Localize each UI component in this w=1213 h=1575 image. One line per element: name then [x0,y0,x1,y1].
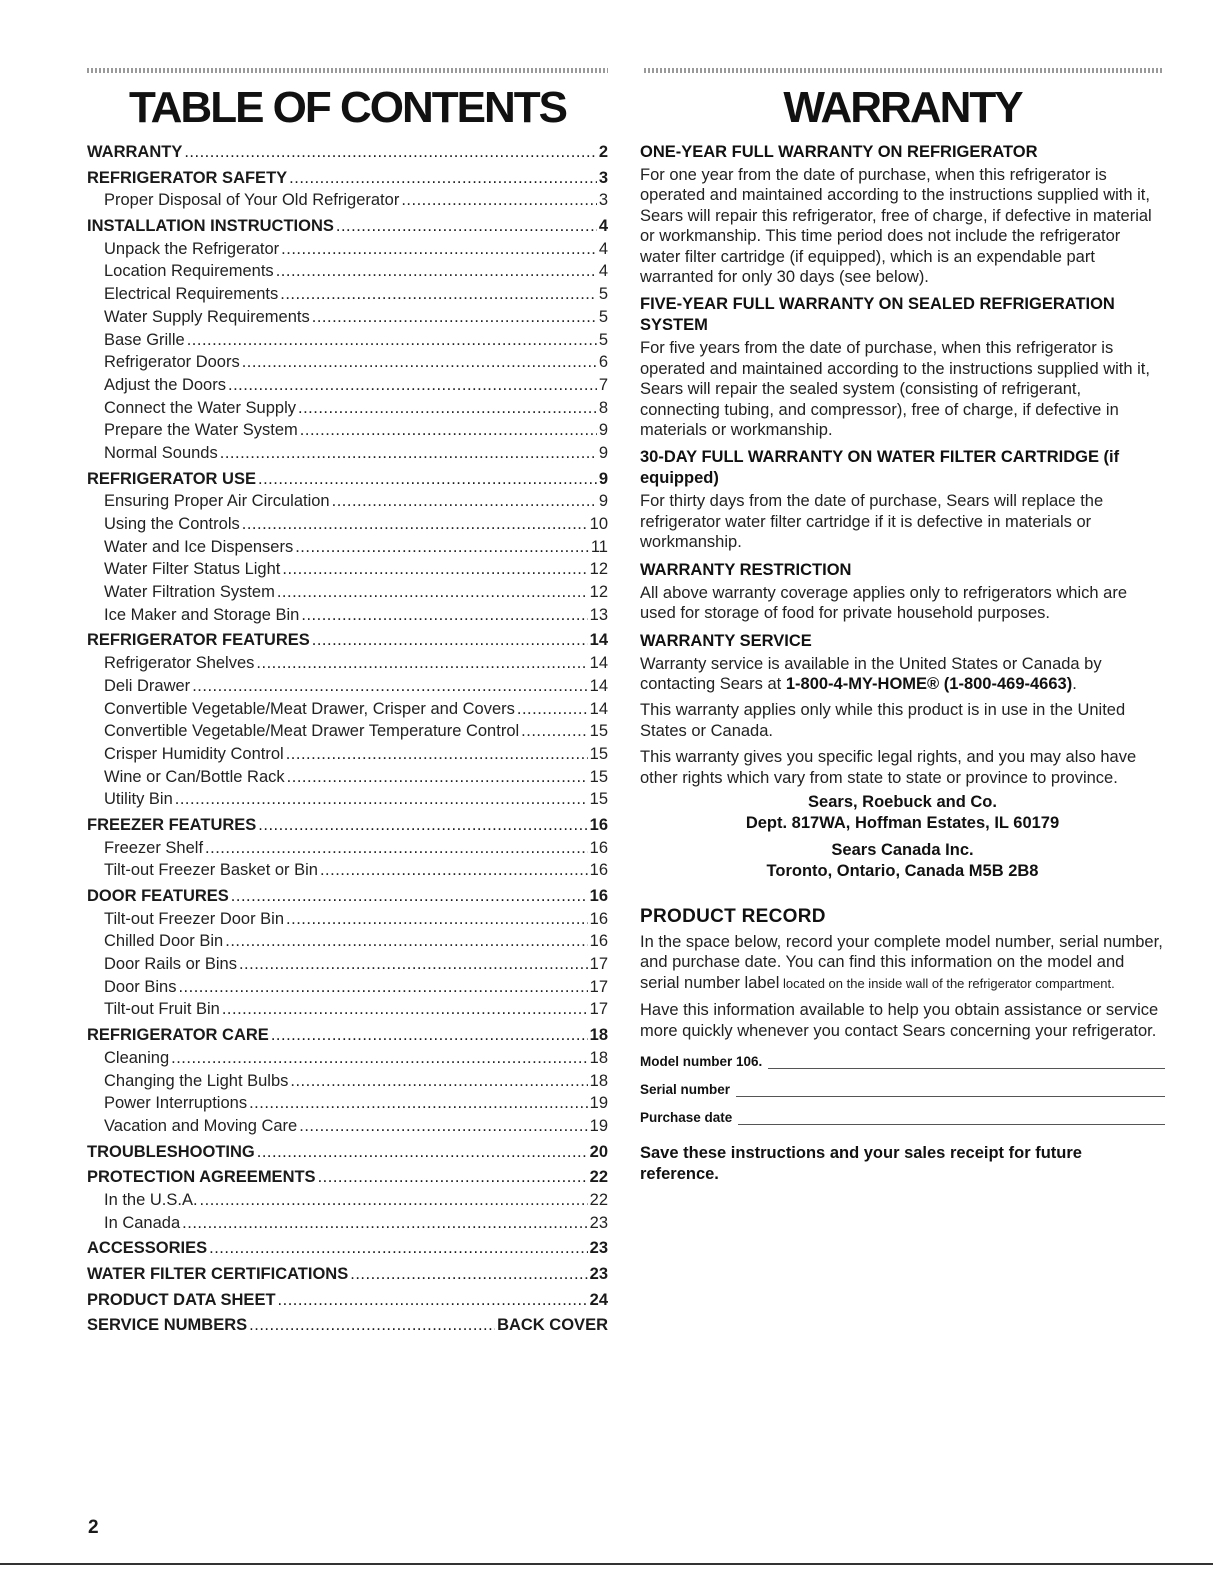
toc-dot-leader [171,1047,588,1070]
toc-section-entry[interactable] [87,1166,608,1189]
toc-dot-leader [282,558,587,581]
toc-entry-page: 16 [589,861,608,880]
toc-entry-label: Door Rails or Bins [104,955,237,974]
toc-dot-leader [178,976,587,999]
toc-entry-label: Water and Ice Dispensers [104,537,294,556]
toc-subentry[interactable] [87,743,608,766]
save-instructions-note: Save these instructions and your sales receipt for future reference. [640,1143,1082,1183]
toc-entry-page: 5 [598,330,608,349]
toc-dot-leader [295,536,589,559]
toc-dot-leader [187,329,597,352]
top-dotted-rule-left [87,68,608,73]
toc-entry-page: 4 [598,217,608,236]
toc-entry-label: Unpack the Refrigerator [104,239,280,258]
toc-entry-page: 14 [589,654,608,673]
toc-dot-leader [175,788,588,811]
toc-dot-leader [312,629,588,652]
toc-subentry[interactable] [87,442,608,465]
toc-entry-label: Tilt-out Fruit Bin [104,1000,220,1019]
toc-entry-label: REFRIGERATOR SAFETY [87,168,288,187]
toc-dot-leader [301,604,587,627]
toc-entry-page: 10 [589,515,608,533]
toc-entry-label: Proper Disposal of Your Old Refrigerator [104,191,400,210]
toc-entry-label: Deli Drawer [104,676,191,695]
toc-subentry[interactable] [87,976,608,999]
toc-dot-leader [299,1115,587,1138]
toc-entry-label: Water Filtration System [104,583,275,602]
toc-subentry[interactable] [87,698,608,721]
toc-entry-page: 11 [590,537,608,556]
toc-entry-page: 24 [589,1290,608,1309]
toc-entry-label: Tilt-out Freezer Basket or Bin [104,861,318,880]
toc-section-entry[interactable] [87,215,608,238]
toc-entry-page: 23 [589,1213,608,1232]
service-phone: 1-800-4-MY-HOME® (1-800-469-4663) [785,674,1073,693]
toc-entry-label: SERVICE NUMBERS [87,1316,248,1335]
toc-entry-label: Convertible Vegetable/Meat Drawer Temperature Control [104,722,520,741]
service-text [640,654,1165,695]
toc-dot-leader [280,283,597,306]
toc-dot-leader [278,1289,588,1312]
toc-dot-leader [220,442,597,465]
product-record-intro [640,932,1165,994]
one-year-heading: ONE-YEAR FULL WARRANTY ON REFRIGERATOR [640,143,1038,161]
toc-dot-leader [300,419,597,442]
toc-subentry[interactable] [87,1047,608,1070]
toc-dot-leader [286,743,588,766]
restriction-heading: WARRANTY RESTRICTION [640,560,852,579]
toc-subentry[interactable] [87,998,608,1021]
toc-entry-page: 9 [598,492,608,511]
toc-entry-page: 23 [589,1239,608,1258]
toc-entry-label: Vacation and Moving Care [104,1116,298,1135]
toc-subentry[interactable] [87,260,608,283]
toc-subentry[interactable] [87,1212,608,1235]
toc-entry-label: Ensuring Proper Air Circulation [104,492,330,511]
toc-subentry[interactable] [87,419,608,442]
service-heading: WARRANTY SERVICE [640,631,812,650]
toc-subentry[interactable] [87,581,608,604]
toc-entry-page: 15 [589,767,608,786]
toc-entry-label: Crisper Humidity Control [104,744,284,763]
toc-entry-label: In Canada [104,1213,181,1232]
toc-dot-leader [184,141,596,164]
toc-dot-leader [276,260,597,283]
toc-entry-page: 15 [589,744,608,763]
toc-dot-leader [192,675,587,698]
toc-subentry[interactable] [87,720,608,743]
product-record-intro-text: In the space below, record your complete model number, serial number, and purchase date. You can find this information on the model and serial number label [640,932,1163,992]
toc-dot-leader [205,837,588,860]
restriction-text: All above warranty coverage applies only to refrigerators which are used for storage of food for private household purposes. [640,583,1127,623]
toc-entry-label: Refrigerator Shelves [104,654,255,673]
toc-subentry[interactable] [87,766,608,789]
address-line: Dept. 817WA, Hoffman Estates, IL 60179 [745,813,1060,832]
toc-dot-leader [249,1314,495,1337]
toc-entry-page: 14 [589,699,608,718]
warranty-title: WARRANTY [783,83,1022,132]
toc-entry-page: 7 [598,375,608,394]
toc-entry-page: 2 [598,143,608,161]
toc-section-entry[interactable] [87,468,608,491]
toc-entry-page: 14 [589,676,608,695]
toc-entry-page: 22 [589,1190,608,1209]
rights-text: This warranty gives you specific legal rights, and you may also have other rights which vary from state to state or province to province. [640,748,1137,787]
toc-subentry[interactable] [87,490,608,513]
toc-subentry[interactable] [87,837,608,860]
toc-subentry[interactable] [87,1189,608,1212]
toc-entry-page: 19 [589,1094,608,1113]
one-year-text: For one year from the date of purchase, when this refrigerator is operated and maintained according to the instructions supplied with it, Sears will repair this refrigerator, free of charge, if defective in material or workmanship. This time period does not include the refrigerator water filter cartridge (if equipped), which is an expendable part warranted for only 30 days (see below). [640,166,1152,287]
toc-section-entry[interactable] [87,141,608,164]
toc-dot-leader [200,1189,588,1212]
toc-section-entry[interactable] [87,1289,608,1312]
toc-entry-label: Changing the Light Bulbs [104,1071,289,1090]
toc-subentry[interactable] [87,306,608,329]
toc-entry-label: Door Bins [104,977,177,996]
toc-dot-leader [332,490,597,513]
toc-entry-label: Wine or Can/Bottle Rack [104,767,285,786]
toc-entry-label: In the U.S.A. [104,1190,198,1209]
toc-dot-leader [318,1166,588,1189]
toc-subentry[interactable] [87,788,608,811]
toc-entry-page: 5 [598,307,608,326]
toc-dot-leader [521,720,587,743]
toc-dot-leader [257,1141,588,1164]
toc-dot-leader [228,374,597,397]
toc-subentry[interactable] [87,329,608,352]
toc-dot-leader [271,1024,588,1047]
toc-dot-leader [242,351,597,374]
toc-entry-page: 17 [589,977,608,996]
toc-entry-label: REFRIGERATOR FEATURES [87,631,310,650]
product-record-intro-small: located on the inside wall of the refrigerator compartment. [779,975,1115,991]
toc-entry-page: 16 [589,815,608,834]
toc-title: TABLE OF CONTENTS [129,83,566,132]
toc-entry-label: ACCESSORIES [87,1239,208,1258]
toc-subentry[interactable] [87,536,608,559]
toc-entry-page: 9 [598,421,608,440]
table-of-contents [87,78,608,1337]
toc-subentry[interactable] [87,1092,608,1115]
toc-entry-page: 4 [598,262,608,281]
toc-entry-page: 18 [589,1026,608,1045]
toc-entry-label: Refrigerator Doors [104,353,240,372]
toc-subentry[interactable] [87,604,608,627]
toc-entry-page: 17 [589,955,608,974]
toc-dot-leader [231,885,588,908]
address-line: Sears, Roebuck and Co. [808,792,997,811]
product-record-have-info: Have this information available to help you obtain assistance or service more quickly whenever you contact Sears concerning your refrigerator. [640,1001,1159,1040]
toc-subentry[interactable] [87,238,608,261]
toc-section-entry[interactable] [87,167,608,190]
toc-dot-leader [286,908,588,931]
serial-number-label: Serial number [640,1081,731,1097]
toc-section-entry[interactable] [87,1263,608,1286]
toc-dot-leader [258,468,597,491]
toc-entry-label: Prepare the Water System [104,421,298,440]
toc-entry-page: 16 [589,887,608,905]
toc-entry-label: Utility Bin [104,790,173,809]
toc-subentry[interactable] [87,953,608,976]
toc-entry-page: 8 [598,398,608,417]
toc-entry-page: 17 [589,1000,608,1019]
service-text-pre: Warranty service is available in the United States or Canada by contacting Sears at [640,654,1102,693]
toc-subentry[interactable] [87,652,608,675]
toc-entry-page: 16 [589,838,608,857]
five-year-text: For five years from the date of purchase, when this refrigerator is operated and maintained according to the instructions supplied with it, Sears will repair the sealed system (consisting of refrigerant, connecting tubing, and compressor), free of charge, if defective in materials or workmanship. [640,339,1150,440]
toc-entry-label: REFRIGERATOR USE [87,469,256,488]
toc-subentry[interactable] [87,351,608,374]
toc-entry-page: 23 [589,1265,608,1283]
model-number-label: Model number 106. [640,1053,763,1069]
toc-dot-leader [289,167,597,190]
toc-dot-leader [256,652,587,675]
toc-dot-leader [249,1092,588,1115]
purchase-date-field[interactable] [640,1097,1165,1125]
toc-subentry[interactable] [87,1115,608,1138]
toc-entry-label: Water Filter Status Light [104,560,281,579]
toc-subentry[interactable] [87,675,608,698]
toc-entry-page: 9 [598,469,608,488]
toc-entry-label: Cleaning [104,1048,170,1067]
bottom-rule [0,1563,1213,1565]
toc-dot-leader [312,306,597,329]
applies-text: This warranty applies only while this product is in use in the United States or Canada. [640,701,1126,740]
toc-entry-label: Electrical Requirements [104,285,279,304]
toc-dot-leader [182,1212,587,1235]
toc-entry-label: WATER FILTER CERTIFICATIONS [87,1265,349,1283]
toc-entry-page: 3 [598,168,608,187]
toc-entry-label: INSTALLATION INSTRUCTIONS [87,217,334,236]
toc-section-entry[interactable] [87,885,608,908]
sears-address [640,792,1165,882]
toc-subentry[interactable] [87,859,608,882]
purchase-date-label: Purchase date [640,1109,733,1125]
toc-dot-leader [239,953,588,976]
model-number-line[interactable] [768,1054,1165,1069]
toc-entry-label: PRODUCT DATA SHEET [87,1290,276,1309]
toc-entry-page: 5 [598,285,608,304]
toc-entry-label: Using the Controls [104,515,240,533]
toc-subentry[interactable] [87,1070,608,1093]
toc-subentry[interactable] [87,908,608,931]
toc-entry-page: BACK COVER [497,1316,608,1335]
thirty-day-heading: 30-DAY FULL WARRANTY ON WATER FILTER CARTRIDGE (if equipped) [640,448,1120,488]
toc-subentry[interactable] [87,397,608,420]
toc-entry-label: Connect the Water Supply [104,398,296,417]
toc-subentry[interactable] [87,930,608,953]
toc-entry-label: Ice Maker and Storage Bin [104,605,300,624]
toc-entry-label: Water Supply Requirements [104,307,310,326]
toc-entry-page: 9 [598,443,608,462]
toc-entry-label: TROUBLESHOOTING [87,1142,255,1161]
toc-subentry[interactable] [87,558,608,581]
toc-dot-leader [281,238,597,261]
toc-subentry[interactable] [87,513,608,536]
service-text-post: . [1072,674,1077,693]
toc-entry-label: Base Grille [104,330,185,349]
toc-entry-label: REFRIGERATOR CARE [87,1026,269,1045]
toc-entry-label: DOOR FEATURES [87,887,229,905]
toc-entry-label: Convertible Vegetable/Meat Drawer, Crisper and Covers [104,699,515,718]
toc-section-entry[interactable] [87,1314,608,1337]
toc-entry-page: 4 [598,239,608,258]
toc-list [87,141,608,1337]
toc-dot-leader [320,859,588,882]
address-line: Toronto, Ontario, Canada M5B 2B8 [766,861,1039,880]
toc-entry-page: 18 [589,1071,608,1090]
toc-entry-label: Normal Sounds [104,443,218,462]
toc-entry-page: 18 [589,1048,608,1067]
toc-entry-label: Tilt-out Freezer Door Bin [104,909,285,928]
address-line: Sears Canada Inc. [831,840,974,859]
toc-entry-page: 13 [589,605,608,624]
toc-entry-page: 6 [598,353,608,372]
toc-section-entry[interactable] [87,1237,608,1260]
toc-entry-page: 16 [589,909,608,928]
toc-subentry[interactable] [87,283,608,306]
toc-entry-page: 16 [589,932,608,951]
toc-section-entry[interactable] [87,1024,608,1047]
toc-dot-leader [277,581,588,604]
toc-entry-label: FREEZER FEATURES [87,815,257,834]
toc-entry-page: 14 [589,631,608,650]
model-number-field[interactable] [640,1041,1165,1069]
toc-entry-page: 15 [589,722,608,741]
toc-entry-label: PROTECTION AGREEMENTS [87,1168,316,1187]
top-dotted-rule-right [644,68,1163,73]
five-year-heading: FIVE-YEAR FULL WARRANTY ON SEALED REFRIGERATION SYSTEM [640,295,1115,335]
toc-entry-label: Adjust the Doors [104,375,226,394]
toc-entry-label: Power Interruptions [104,1094,248,1113]
serial-number-field[interactable] [640,1069,1165,1097]
toc-dot-leader [258,814,587,837]
toc-dot-leader [401,189,596,212]
toc-dot-leader [242,513,588,536]
toc-entry-page: 22 [589,1168,608,1187]
toc-entry-label: Freezer Shelf [104,838,204,857]
purchase-date-line[interactable] [738,1110,1165,1125]
thirty-day-text: For thirty days from the date of purchase, Sears will replace the refrigerator water filter cartridge if it is defective in materials or workmanship. [640,492,1104,552]
page-number: 2 [88,1517,99,1538]
toc-entry-page: 12 [589,583,608,602]
toc-dot-leader [298,397,597,420]
toc-entry-page: 20 [589,1142,608,1161]
warranty-section [640,78,1165,1185]
product-record-title: PRODUCT RECORD [640,905,826,927]
toc-dot-leader [350,1263,587,1286]
toc-entry-page: 19 [589,1116,608,1135]
serial-number-line[interactable] [736,1082,1165,1097]
toc-entry-label: Location Requirements [104,262,274,281]
toc-dot-leader [517,698,588,721]
toc-section-entry[interactable] [87,1141,608,1164]
toc-entry-label: WARRANTY [87,143,183,161]
toc-dot-leader [225,930,587,953]
toc-dot-leader [336,215,597,238]
toc-dot-leader [209,1237,588,1260]
toc-dot-leader [287,766,588,789]
toc-entry-page: 3 [598,191,608,210]
toc-entry-page: 15 [589,790,608,809]
toc-section-entry[interactable] [87,629,608,652]
toc-subentry[interactable] [87,189,608,212]
toc-entry-label: Chilled Door Bin [104,932,224,951]
toc-entry-page: 12 [589,560,608,579]
toc-dot-leader [290,1070,587,1093]
toc-section-entry[interactable] [87,814,608,837]
toc-subentry[interactable] [87,374,608,397]
toc-dot-leader [222,998,588,1021]
